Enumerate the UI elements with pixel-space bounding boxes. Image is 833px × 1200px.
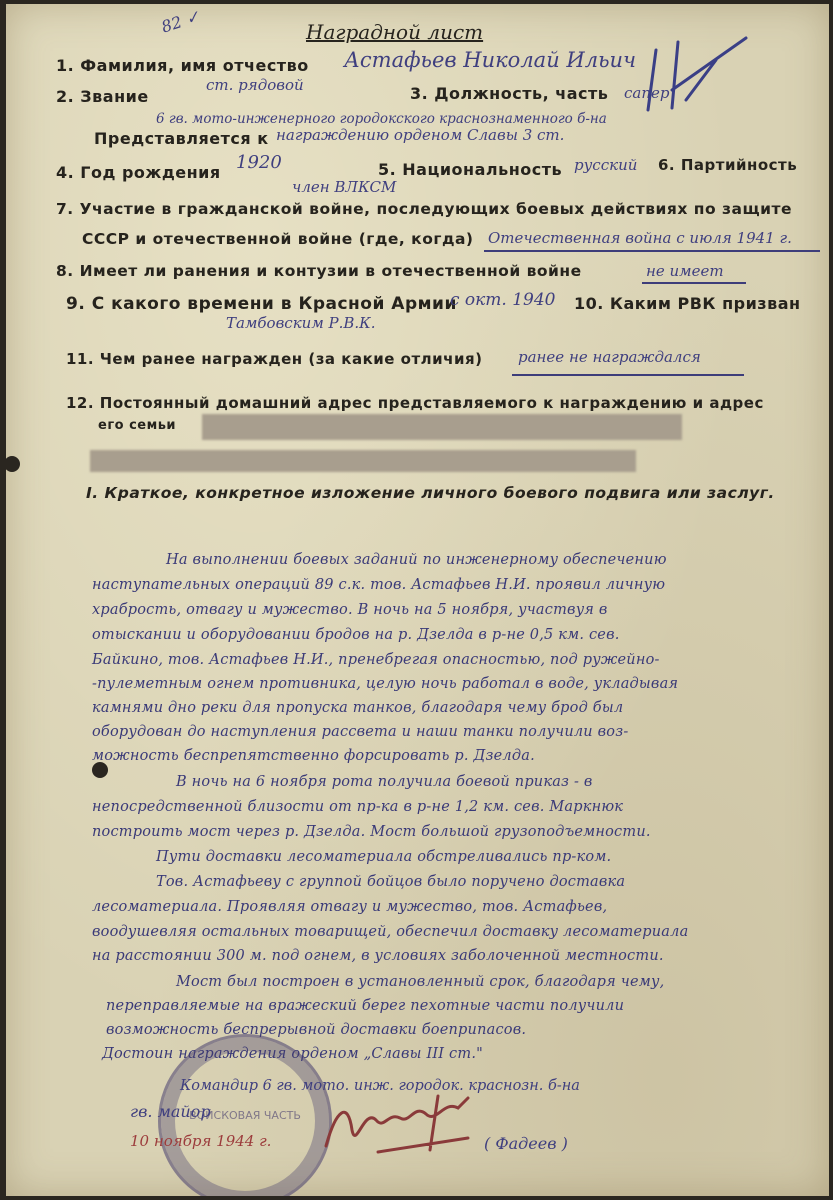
field-11-label: 11. Чем ранее награжден (за какие отличия) (66, 350, 483, 368)
unit-line: 6 гв. мото-инженерного городокского краснознаменного б-на (156, 111, 607, 127)
narrative-line: Тов. Астафьеву с группой бойцов было поручено доставка (156, 874, 626, 890)
field-11-value: ранее не награждался (518, 348, 701, 366)
narrative-line: Пути доставки лесоматериала обстреливались пр-ком. (156, 849, 612, 865)
presented-label: Представляется к (94, 129, 269, 148)
document-title: Наградной лист (306, 20, 484, 44)
field-12-label-line-2: его семьи (98, 418, 177, 433)
field-9-label: 9. С какого времени в Красной Армии (66, 294, 457, 314)
narrative-line: камнями дно реки для пропуска танков, благодаря чему брод был (92, 700, 624, 716)
presented-value: награждению орденом Славы 3 ст. (276, 126, 565, 144)
field-1-label: 1. Фамилия, имя отчество (56, 56, 309, 75)
commander-rank: гв. майор (130, 1102, 211, 1121)
narrative-line: лесоматериала. Проявляя отвагу и мужество, тов. Астафьев, (92, 899, 608, 915)
field-5-label: 5. Национальность (378, 160, 563, 179)
narrative-line: отыскании и оборудовании бродов на р. Дзелда в р-не 0,5 км. сев. (92, 627, 620, 643)
field-7-label-line-2: СССР и отечественной войне (где, когда) (82, 230, 474, 248)
narrative-line: можность беспрепятственно форсировать р. Дзелда. (92, 748, 535, 764)
signature-date: 10 ноября 1944 г. (130, 1132, 272, 1150)
field-7-underline (484, 250, 820, 252)
narrative-line: непосредственной близости от пр-ка в р-не 1,2 км. сев. Маркнюк (92, 799, 624, 815)
field-3-value: сапер (624, 84, 670, 102)
field-10-value: Тамбовским Р.В.К. (226, 314, 376, 332)
narrative-line: возможность беспрерывной доставки боеприпасов. (106, 1022, 527, 1038)
redacted-address (202, 414, 682, 440)
field-1-value: Астафьев Николай Ильич (344, 48, 637, 72)
field-5-value: русский (574, 156, 638, 174)
corner-scribble (626, 30, 766, 120)
field-10-label: 10. Каким РВК призван (574, 294, 801, 313)
handwritten-signature (318, 1090, 488, 1160)
narrative-line: на расстоянии 300 м. под огнем, в условиях заболоченной местности. (92, 948, 664, 964)
narrative-line: Достоин награждения орденом „Славы III ст." (102, 1046, 483, 1062)
narrative-line: На выполнении боевых заданий по инженерному обеспечению (166, 552, 667, 568)
field-12-label-line-1: 12. Постоянный домашний адрес представляемого к награждению и адрес (66, 394, 764, 412)
narrative-line: наступательных операций 89 с.к. тов. Астафьев Н.И. проявил личную (92, 577, 666, 593)
redacted-address-2 (90, 450, 636, 472)
field-2-label: 2. Звание (56, 87, 149, 106)
narrative-line: переправляемые на вражеский берег пехотные части получили (106, 998, 625, 1014)
narrative-line: храбрость, отвагу и мужество. В ночь на 5 ноября, участвуя в (92, 602, 608, 618)
field-6-value: член ВЛКСМ (292, 178, 397, 196)
punch-hole-bottom (92, 762, 108, 778)
field-11-underline (512, 374, 744, 376)
narrative-line: Мост был построен в установленный срок, благодаря чему, (176, 974, 665, 990)
field-7-value: Отечественная война с июля 1941 г. (488, 229, 792, 247)
narrative-line: воодушевляя остальных товарищей, обеспечил доставку лесоматериала (92, 924, 689, 940)
field-4-label: 4. Год рождения (56, 163, 221, 182)
field-4-value: 1920 (236, 152, 282, 173)
field-2-value: ст. рядовой (206, 76, 304, 94)
field-6-label: 6. Партийность (658, 156, 798, 174)
narrative-line: -пулеметным огнем противника, целую ночь работал в воде, укладывая (92, 676, 679, 692)
summary-label: I. Краткое, конкретное изложение личного боевого подвига или заслуг. (86, 484, 775, 502)
narrative-line: построить мост через р. Дзелда. Мост большой грузоподъемности. (92, 824, 651, 840)
award-sheet (6, 4, 829, 1196)
punch-hole-top (6, 456, 20, 472)
narrative-line: В ночь на 6 ноября рота получила боевой приказ - в (176, 774, 593, 790)
field-8-value: не имеет (646, 262, 724, 280)
field-7-label-line-1: 7. Участие в гражданской войне, последующих боевых действиях по защите (56, 200, 792, 218)
signatory-name: ( Фадеев ) (484, 1134, 568, 1153)
narrative-line: Байкино, тов. Астафьев Н.И., пренебрегая опасностью, под ружейно- (92, 652, 660, 668)
stamp-text: ВОЙСКОВАЯ ЧАСТЬ (189, 1109, 301, 1122)
archive-mark: 82 ✓ (159, 6, 202, 37)
field-9-value: с окт. 1940 (450, 290, 556, 310)
field-8-label: 8. Имеет ли ранения и контузии в отечественной войне (56, 262, 582, 280)
field-3-label: 3. Должность, часть (410, 84, 609, 103)
narrative-line: оборудован до наступления рассвета и наши танки получили воз- (92, 724, 629, 740)
commander-line: Командир 6 гв. мото. инж. городок. краснозн. б-на (180, 1078, 580, 1094)
field-8-underline (642, 282, 746, 284)
